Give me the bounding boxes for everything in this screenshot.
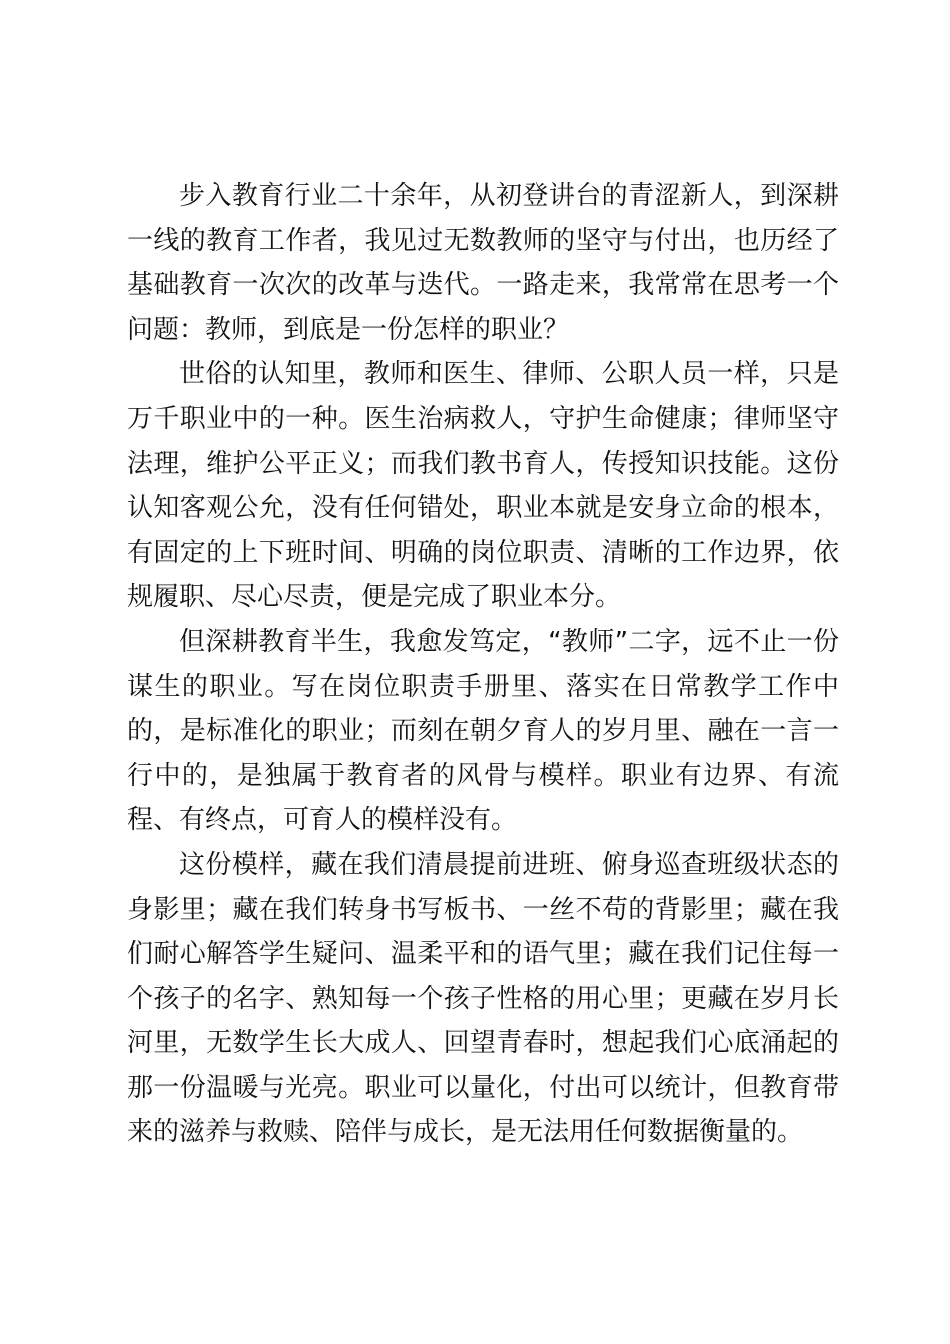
paragraph-3: 但深耕教育半生，我愈发笃定，“教师”二字，远不止一份谋生的职业。写在岗位职责手册里、落实在日常教学工作中的，是标准化的职业；而刻在朝夕育人的岁月里、融在一言一行中的，是独属于教育者的风骨与模样。职业有边界、有流程、有终点，可育人的模样没有。 [127, 626, 839, 836]
paragraph-1: 步入教育行业二十余年，从初登讲台的青涩新人，到深耕一线的教育工作者，我见过无数教师的坚守与付出，也历经了基础教育一次次的改革与迭代。一路走来，我常常在思考一个问题：教师，到底是一份怎样的职业？ [127, 181, 839, 345]
paragraph-2: 世俗的认知里，教师和医生、律师、公职人员一样，只是万千职业中的一种。医生治病救人，守护生命健康；律师坚守法理，维护公平正义；而我们教书育人，传授知识技能。这份认知客观公允，没有任何错处，职业本就是安身立命的根本，有固定的上下班时间、明确的岗位职责、清晰的工作边界，依规履职、尽心尽责，便是完成了职业本分。 [127, 359, 839, 613]
document-body [127, 174, 839, 1155]
paragraph-4: 这份模样，藏在我们清晨提前进班、俯身巡查班级状态的身影里；藏在我们转身书写板书、一丝不苟的背影里；藏在我们耐心解答学生疑问、温柔平和的语气里；藏在我们记住每一个孩子的名字、熟知每一个孩子性格的用心里；更藏在岁月长河里，无数学生长大成人、回望青春时，想起我们心底涌起的那一份温暖与光亮。职业可以量化，付出可以统计，但教育带来的滋养与救赎、陪伴与成长，是无法用任何数据衡量的。 [127, 849, 839, 1148]
